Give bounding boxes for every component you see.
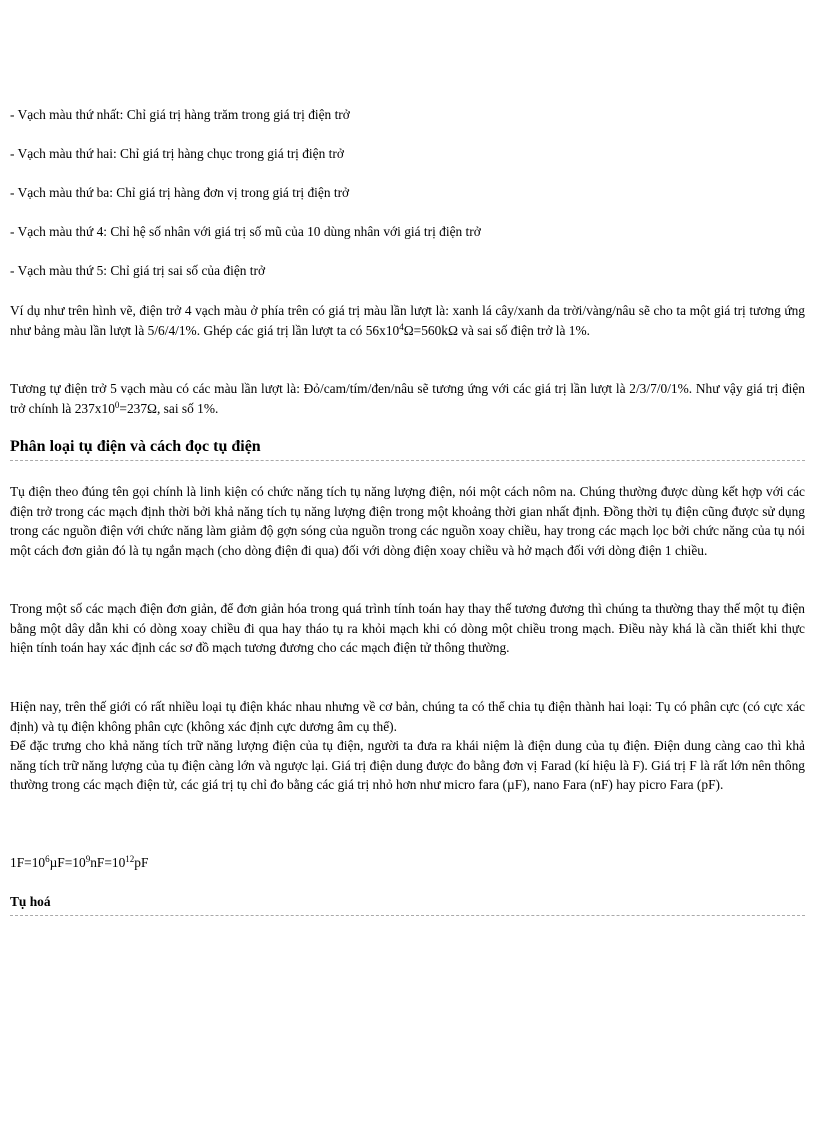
capacitance-paragraph: Để đặc trưng cho khả năng tích trữ năng lượng điện của tụ điện, người ta đưa ra khái niệm là điện dung của tụ điện. Điện dung càng cao thì khả năng tích trữ năng lượng của tụ điện càng lớn và ngược lại. Giá trị điện dung được đo bằng đơn vị Farad (kí hiệu là F). Giá trị F là rất lớn nên thông thường trong các mạch điện tử, các giá trị tụ chỉ đo bằng các giá trị nhỏ hơn như micro fara (µF), nano Fara (nF) hay picro Fara (pF). bbox=[10, 738, 805, 792]
band-4-description: - Vạch màu thứ 4: Chỉ hệ số nhân với giá trị số mũ của 10 dùng nhân với giá trị điện trở bbox=[10, 224, 481, 239]
capacitor-intro-paragraph: Tụ điện theo đúng tên gọi chính là linh kiện có chức năng tích tụ năng lượng điện, nói một cách nôm na. Chúng thường được dùng kết hợp với các điện trở trong các mạch định thời bởi khả năng tích tụ năng lượng điện trong một khoảng thời gian nhất định. Đồng thời tụ điện cũng được sử dụng trong các nguồn điện với chức năng làm giảm độ gợn sóng của nguồn trong các nguồn xoay chiều, hay trong các mạch lọc bởi chức năng của tụ nói một cách đơn giản đó là tụ ngắn mạch (cho dòng điện đi qua) đối với dòng điện xoay chiều và hở mạch đối với dòng điện 1 chiều. bbox=[10, 484, 805, 558]
capacitor-types-paragraph: Hiện nay, trên thế giới có rất nhiều loại tụ điện khác nhau nhưng về cơ bản, chúng ta có thể chia tụ điện thành hai loại: Tụ có phân cực (có cực xác định) và tụ điện không phân cực (không xác định cực dương âm cụ thể). bbox=[10, 699, 805, 734]
capacitor-simplification-paragraph: Trong một số các mạch điện đơn giản, để đơn giản hóa trong quá trình tính toán hay thay thế tương đương thì chúng ta thường thay thế một tụ điện bằng một dây dẫn khi có dòng xoay chiều đi qua hay tháo tụ ra khỏi mạch khi có dòng một chiều trong mạch. Điều này khá là cần thiết khi thực hiện tính toán hay xác định các sơ đồ mạch tương đương cho các mạch điện tử thông thường. bbox=[10, 601, 805, 655]
example-4-band-paragraph: Ví dụ như trên hình vẽ, điện trở 4 vạch màu ở phía trên có giá trị màu lần lượt là: xanh lá cây/xanh da trời/vàng/nâu sẽ cho ta một giá trị tương ứng như bảng màu lần lượt là 5/6/4/1%. Ghép các giá trị lần lượt ta có $56x10^4\Omega=560k\Omega$ và sai số điện trở là 1%. bbox=[10, 303, 805, 338]
unit-conversion-formula: $1F=10^6\mu F=10^9nF=10^{12}pF$ bbox=[10, 854, 149, 870]
electrolytic-capacitor-heading: Tụ hoá bbox=[10, 892, 805, 916]
band-2-description: - Vạch màu thứ hai: Chỉ giá trị hàng chục trong giá trị điện trở bbox=[10, 146, 344, 161]
example-5-band-paragraph: Tương tự điện trở 5 vạch màu có các màu lần lượt là: Đỏ/cam/tím/đen/nâu sẽ tương ứng với các giá trị lần lượt là 2/3/7/0/1%. Như vậy giá trị điện trở chính là $237x10^0=237\Omega$, sai số 1%. bbox=[10, 381, 805, 416]
band-3-description: - Vạch màu thứ ba: Chỉ giá trị hàng đơn vị trong giá trị điện trở bbox=[10, 185, 350, 200]
band-1-description: - Vạch màu thứ nhất: Chỉ giá trị hàng trăm trong giá trị điện trở bbox=[10, 107, 350, 122]
band-5-description: - Vạch màu thứ 5: Chỉ giá trị sai số của điện trở bbox=[10, 263, 266, 278]
capacitor-section-heading: Phân loại tụ điện và cách đọc tụ điện bbox=[10, 437, 805, 461]
